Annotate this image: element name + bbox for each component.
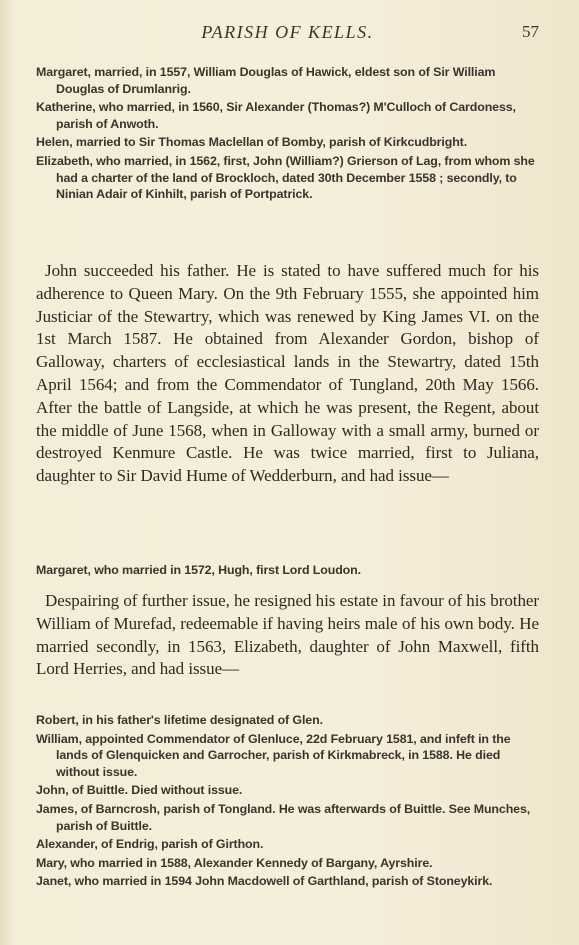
body-paragraph: Despairing of further issue, he resigned his estate in favour of his brother William of Murefad, redeemable if having heirs male of his own body. He married secondly, in 1563, Elizabeth, daughter of John Maxwell, fifth Lord Herries, and had issue—	[36, 591, 539, 679]
notes-bottom	[36, 712, 539, 890]
page-title: PARISH OF KELLS.	[201, 22, 374, 42]
body-paragraph: John succeeded his father. He is stated to have suffered much for his adherence to Queen Mary. On the 9th February 1555, she appointed him Justiciar of the Stewartry, which was renewed by King James VI. on the 1st March 1587. He obtained from Alexander Gordon, bishop of Galloway, charters of ecclesiastical lands in the Stewartry, dated 15th April 1564; and from the Commendator of Tungland, 20th May 1566. After the battle of Langside, at which he was present, the Regent, about the middle of June 1568, when in Galloway with a small army, burned or destroyed Kenmure Castle. He was twice married, first to Juliana, daughter to Sir David Hume of Wedderburn, and had issue—	[36, 261, 539, 486]
note-item: Margaret, who married in 1572, Hugh, first Lord Loudon.	[36, 563, 361, 577]
body-paragraph-1-wrap	[36, 260, 539, 488]
note-item: Mary, who married in 1588, Alexander Kennedy of Bargany, Ayrshire.	[36, 855, 433, 870]
note-item: Elizabeth, who married, in 1562, first, John (William?) Grierson of Lag, from whom she had a charter of the land of Brockloch, dated 30th December 1558 ; secondly, to Ninian Adair of Kinhilt, parish of Portpatrick.	[36, 153, 535, 202]
note-item: Margaret, married, in 1557, William Douglas of Hawick, eldest son of Sir William Douglas of Drumlanrig.	[36, 65, 496, 96]
note-item: Janet, who married in 1594 John Macdowell of Garthland, parish of Stoneykirk.	[36, 874, 493, 889]
note-item: John, of Buittle. Died without issue.	[36, 783, 243, 798]
note-item: William, appointed Commendator of Glenluce, 22d February 1581, and infeft in the lands of Glenquicken and Garrocher, parish of Kirkmabreck, in 1588. He died without issue.	[36, 731, 511, 779]
note-item: Robert, in his father's lifetime designated of Glen.	[36, 713, 323, 727]
note-item: Helen, married to Sir Thomas Maclellan of Bomby, parish of Kirkcudbright.	[36, 135, 468, 150]
running-header	[36, 22, 539, 46]
note-item: Katherine, who married, in 1560, Sir Alexander (Thomas?) M'Culloch of Cardoness, parish of Anwoth.	[36, 100, 516, 131]
notes-top	[36, 64, 539, 203]
note-item: Alexander, of Endrig, parish of Girthon.	[36, 837, 264, 852]
page-number: 57	[522, 22, 539, 41]
body-paragraph-2-wrap	[36, 590, 539, 681]
note-item: James, of Barncrosh, parish of Tongland. He was afterwards of Buittle. See Munches, parish of Buittle.	[36, 801, 531, 833]
notes-middle	[36, 562, 539, 579]
